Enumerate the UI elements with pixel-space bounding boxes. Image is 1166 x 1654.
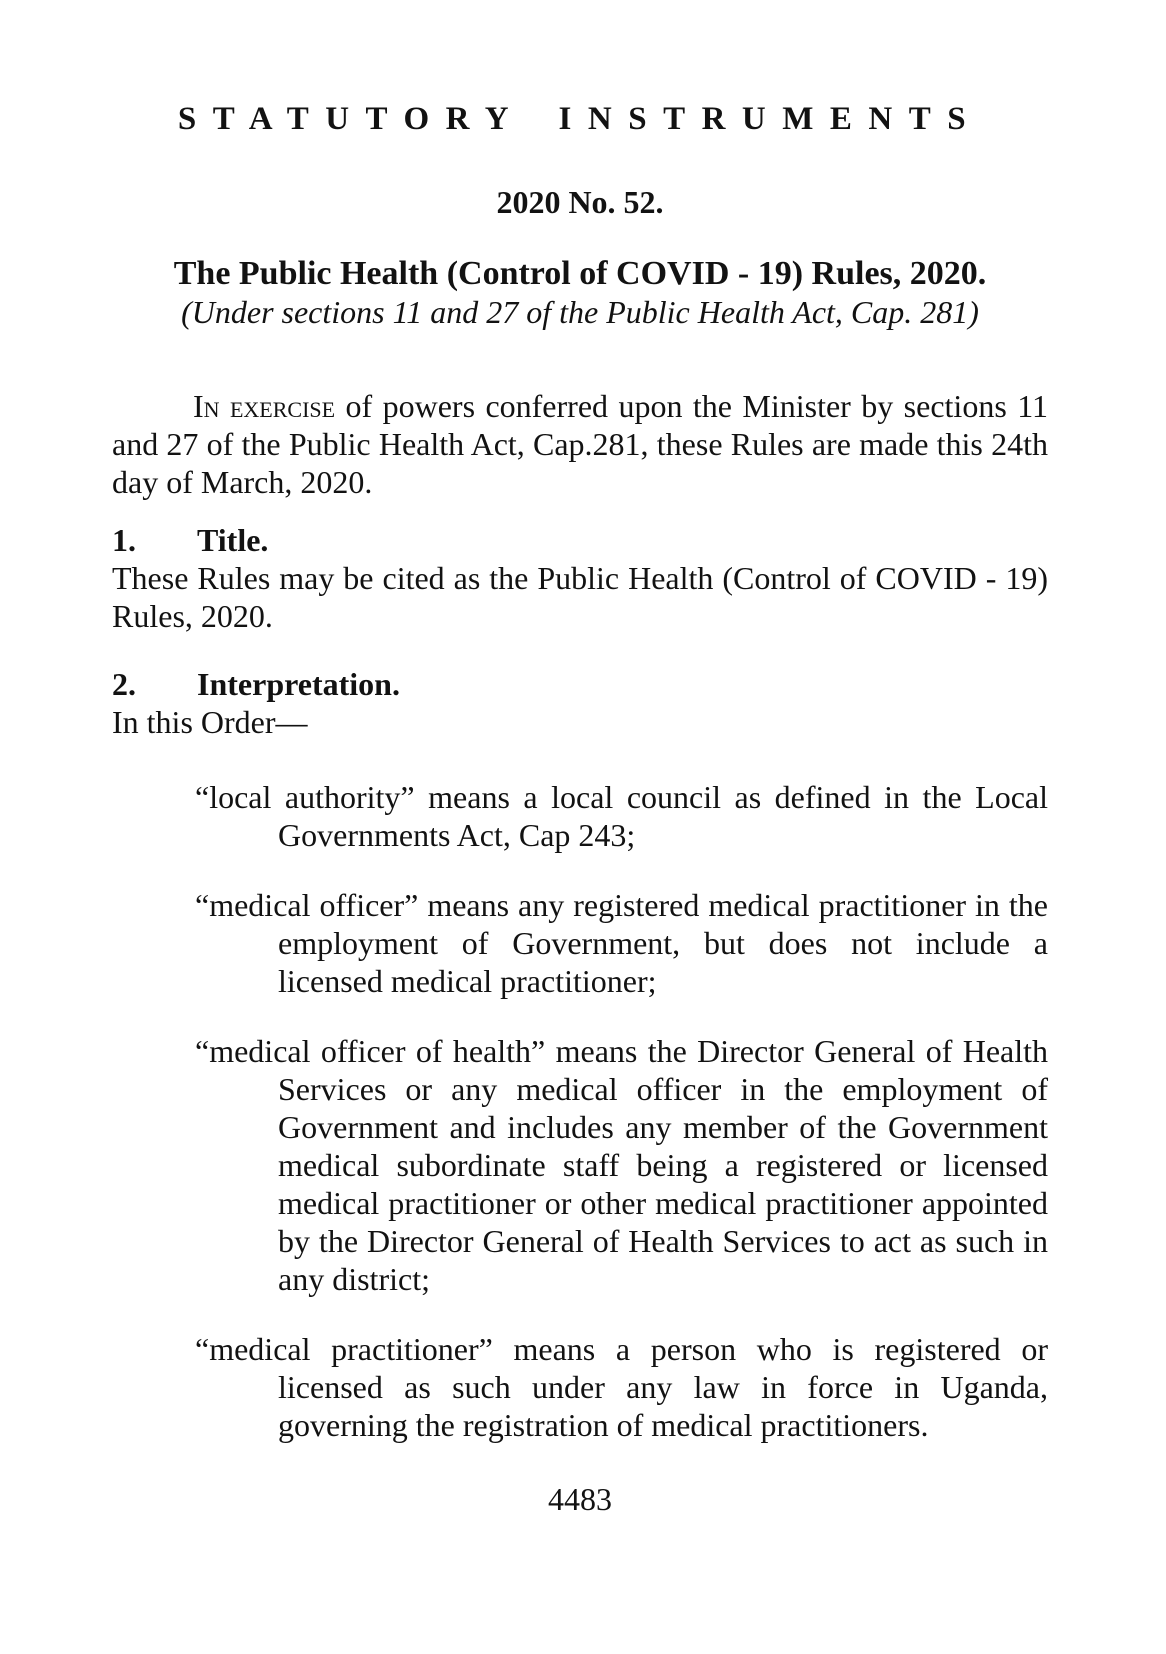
section-1-label: Title.	[197, 522, 269, 558]
document-title: The Public Health (Control of COVID - 19) Rules, 2020.	[173, 255, 987, 292]
document-header: STATUTORY INSTRUMENTS	[177, 101, 983, 137]
preamble-lead-in: In exercise	[193, 388, 336, 424]
section-1-body: These Rules may be cited as the Public Health (Control of COVID - 19) Rules, 2020.	[112, 560, 1048, 634]
section-1-heading	[112, 521, 1048, 559]
document-subtitle: (Under sections 11 and 27 of the Public Health Act, Cap. 281)	[181, 294, 979, 330]
section-2-label: Interpretation.	[197, 666, 400, 702]
section-interpretation	[112, 665, 1048, 1444]
definition-medical-officer: “medical officer” means any registered medical practitioner in the employment of Government, but does not include a licensed medical practitioner;	[195, 887, 1048, 999]
section-2-heading	[112, 665, 1048, 703]
definition-local-authority: “local authority” means a local council as defined in the Local Governments Act, Cap 243;	[195, 779, 1048, 853]
section-2-number: 2.	[112, 666, 136, 702]
section-1-number: 1.	[112, 522, 136, 558]
preamble-paragraph	[112, 387, 1048, 501]
instrument-number: 2020 No. 52.	[496, 184, 664, 220]
page-number: 4483	[548, 1481, 612, 1517]
section-2-lead: In this Order—	[112, 704, 308, 740]
definition-medical-practitioner: “medical practitioner” means a person who is registered or licensed as such under any law in force in Uganda, governing the registration of medical practitioners.	[195, 1331, 1048, 1443]
preamble-text: of powers conferred upon the Minister by sections 11 and 27 of the Public Health Act, Cap.281, these Rules are made this 24th day of March, 2020.	[112, 388, 1049, 500]
definition-medical-officer-of-health: “medical officer of health” means the Director General of Health Services or any medical officer in the employment of Government and includes any member of the Government medical subordinate staff being a registered or licensed medical practitioner or other medical practitioner appointed by the Director General of Health Services to act as such in any district;	[195, 1033, 1048, 1297]
section-title	[112, 521, 1048, 635]
